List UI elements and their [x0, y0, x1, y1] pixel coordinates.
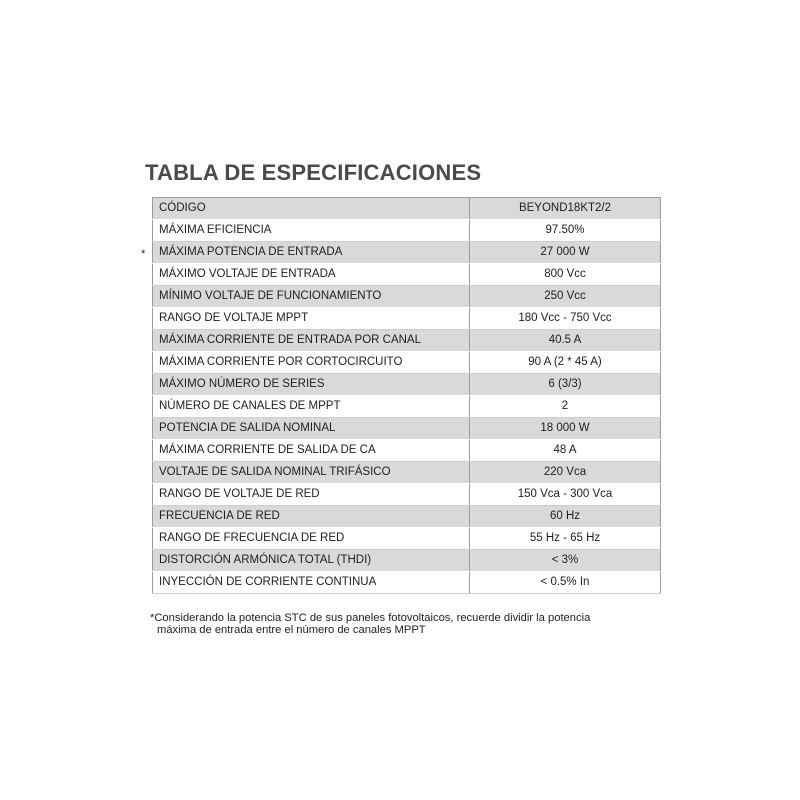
- spec-label: MÁXIMO NÚMERO DE SERIES: [153, 374, 470, 396]
- spec-value: 250 Vcc: [470, 286, 661, 308]
- spec-value: 800 Vcc: [470, 264, 661, 286]
- spec-label: MÁXIMA CORRIENTE DE SALIDA DE CA: [153, 440, 470, 462]
- footnote-line-2: máxima de entrada entre el número de canales MPPT: [157, 624, 426, 636]
- spec-value: 97.50%: [470, 220, 661, 242]
- spec-value: 150 Vca - 300 Vca: [470, 484, 661, 506]
- table-row: [153, 484, 661, 506]
- table-row: [153, 374, 661, 396]
- footnote: [150, 612, 653, 636]
- table-row: [153, 506, 661, 528]
- spec-label: MÍNIMO VOLTAJE DE FUNCIONAMIENTO: [153, 286, 470, 308]
- spec-label: MÁXIMO VOLTAJE DE ENTRADA: [153, 264, 470, 286]
- table-row: [153, 242, 661, 264]
- table-row: [153, 264, 661, 286]
- spec-value: < 0.5% In: [470, 572, 661, 594]
- spec-label: MÁXIMA CORRIENTE POR CORTOCIRCUITO: [153, 352, 470, 374]
- spec-label: DISTORCIÓN ARMÓNICA TOTAL (THDI): [153, 550, 470, 572]
- table-row: [153, 220, 661, 242]
- table-row: [153, 330, 661, 352]
- spec-label: POTENCIA DE SALIDA NOMINAL: [153, 418, 470, 440]
- spec-table: [152, 197, 661, 594]
- spec-value: 180 Vcc - 750 Vcc: [470, 308, 661, 330]
- spec-label: MÁXIMA EFICIENCIA: [153, 220, 470, 242]
- header-label: CÓDIGO: [153, 198, 470, 220]
- table-row: [153, 572, 661, 594]
- table-row: [153, 462, 661, 484]
- table-header-row: [153, 198, 661, 220]
- table-row: [153, 308, 661, 330]
- spec-value: 2: [470, 396, 661, 418]
- table-row: [153, 440, 661, 462]
- spec-label: RANGO DE VOLTAJE MPPT: [153, 308, 470, 330]
- spec-value: 6 (3/3): [470, 374, 661, 396]
- table-row: [153, 396, 661, 418]
- page-title: TABLA DE ESPECIFICACIONES: [145, 160, 482, 185]
- spec-label: FRECUENCIA DE RED: [153, 506, 470, 528]
- spec-value: 27 000 W: [470, 242, 661, 264]
- footnote-marker: *: [141, 248, 146, 260]
- spec-value: 220 Vca: [470, 462, 661, 484]
- spec-value: 55 Hz - 65 Hz: [470, 528, 661, 550]
- spec-label: MÁXIMA POTENCIA DE ENTRADA: [153, 242, 470, 264]
- spec-value: 48 A: [470, 440, 661, 462]
- spec-label: INYECCIÓN DE CORRIENTE CONTINUA: [153, 572, 470, 594]
- spec-value: 40.5 A: [470, 330, 661, 352]
- table-row: [153, 418, 661, 440]
- spec-label: RANGO DE FRECUENCIA DE RED: [153, 528, 470, 550]
- spec-value: 60 Hz: [470, 506, 661, 528]
- spec-value: < 3%: [470, 550, 661, 572]
- footnote-line-1: *Considerando la potencia STC de sus paneles fotovoltaicos, recuerde dividir la potencia: [150, 612, 591, 624]
- table-row: [153, 352, 661, 374]
- table-row: [153, 286, 661, 308]
- spec-value: 90 A (2 * 45 A): [470, 352, 661, 374]
- table-row: [153, 528, 661, 550]
- spec-label: VOLTAJE DE SALIDA NOMINAL TRIFÁSICO: [153, 462, 470, 484]
- spec-label: RANGO DE VOLTAJE DE RED: [153, 484, 470, 506]
- spec-label: MÁXIMA CORRIENTE DE ENTRADA POR CANAL: [153, 330, 470, 352]
- spec-label: NÚMERO DE CANALES DE MPPT: [153, 396, 470, 418]
- spec-value: 18 000 W: [470, 418, 661, 440]
- header-value: BEYOND18KT2/2: [470, 198, 661, 220]
- table-row: [153, 550, 661, 572]
